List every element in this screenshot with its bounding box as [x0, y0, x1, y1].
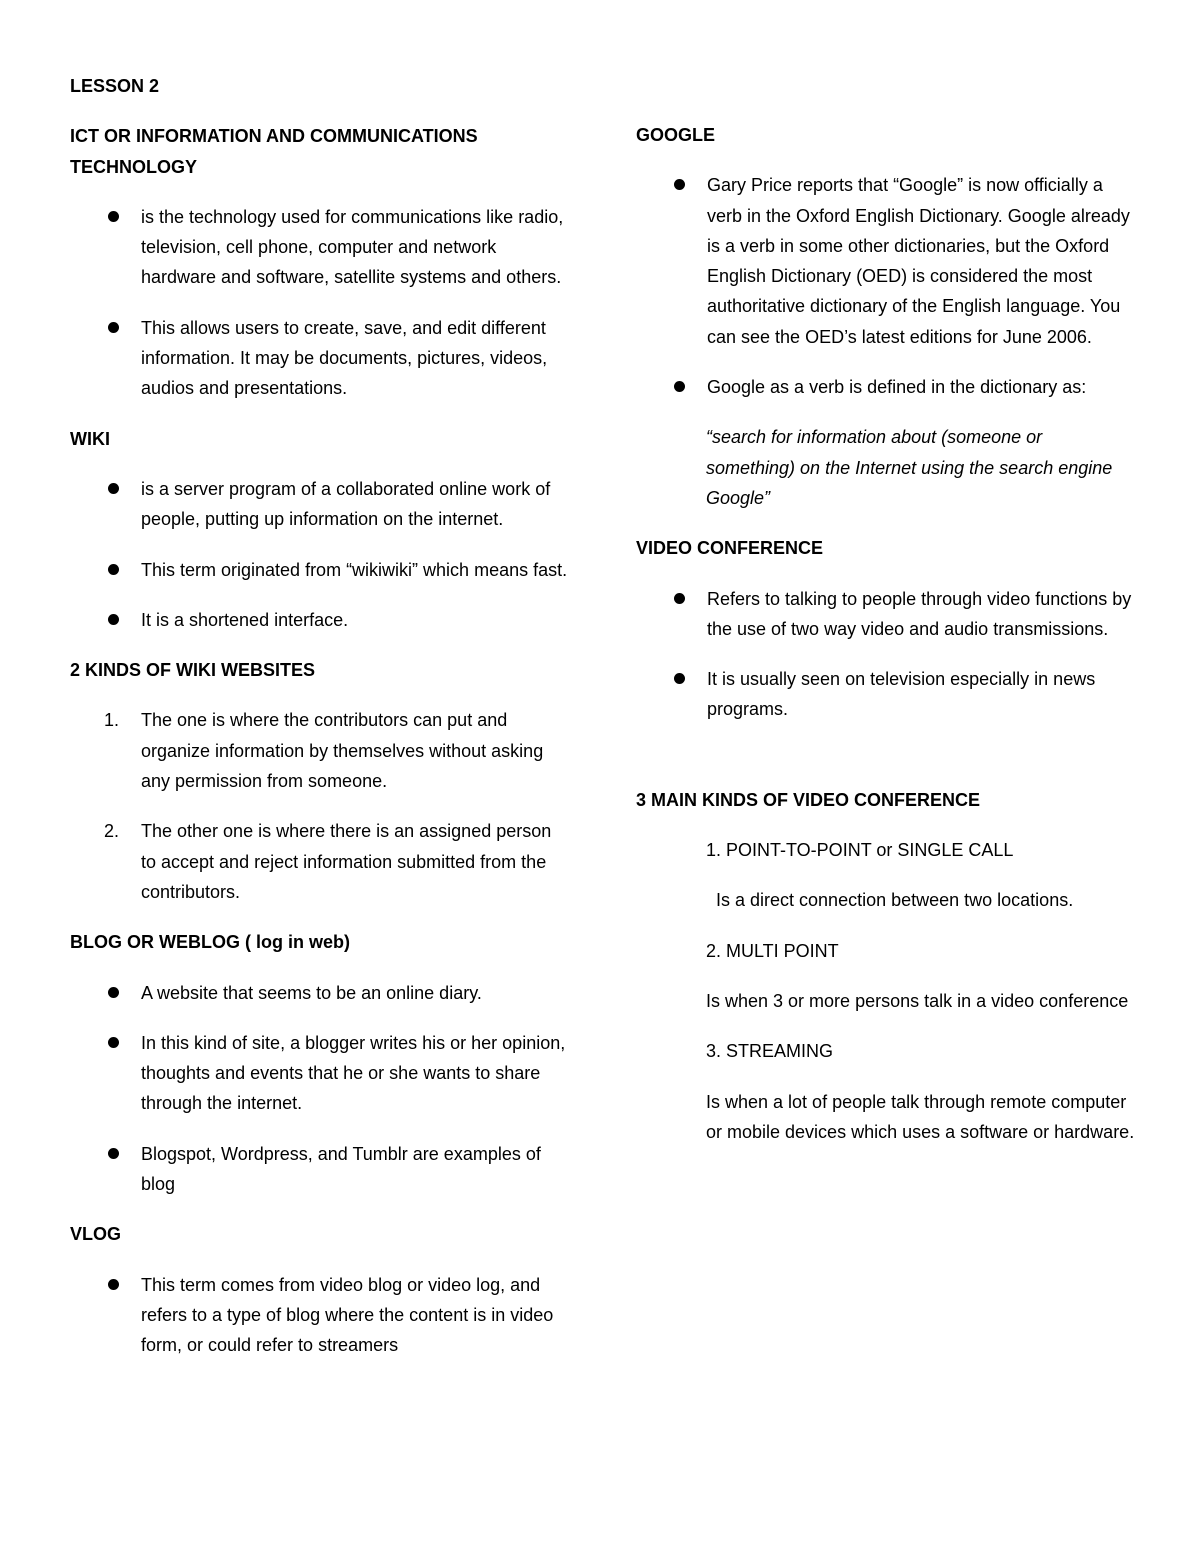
blog-bullet-list: [70, 978, 570, 1200]
wiki-heading: WIKI: [70, 428, 110, 449]
vlog-bullet-list: [70, 1270, 570, 1361]
ict-bullet-list: [70, 202, 570, 404]
list-item: This term originated from “wikiwiki” which means fast.: [70, 555, 570, 585]
wiki-kinds-list: [70, 705, 570, 907]
wiki-kinds-heading: 2 KINDS OF WIKI WEBSITES: [70, 660, 316, 681]
blog-heading: BLOG OR WEBLOG ( log in web): [70, 932, 350, 953]
video-conference-bullet-list: [636, 584, 1136, 725]
vc-kind-2-description: Is when 3 or more persons talk in a video conference: [706, 990, 1129, 1011]
list-item: In this kind of site, a blogger writes his or her opinion, thoughts and events that he or she wants to share through the internet.: [70, 1028, 570, 1119]
list-item-text: The other one is where there is an assigned person to accept and reject information submitted from the contributors.: [141, 821, 552, 902]
list-item: is the technology used for communications like radio, television, cell phone, computer and network hardware and software, satellite systems and others.: [70, 202, 570, 293]
list-item: Blogspot, Wordpress, and Tumblr are examples of blog: [70, 1139, 570, 1200]
lesson-title: LESSON 2: [70, 76, 160, 96]
list-item-text: The one is where the contributors can put and organize information by themselves without asking any permission from someone.: [141, 710, 544, 792]
list-item: Gary Price reports that “Google” is now officially a verb in the Oxford English Dictionary. Google already is a verb in some other dictionaries, but the Oxford English Dictionary (OED) is considered the most authoritative dictionary of the English language. You can see the OED’s latest editions for June 2006.: [636, 170, 1136, 352]
list-item: [70, 705, 570, 796]
list-item: It is usually seen on television especially in news programs.: [636, 664, 1136, 725]
vc-kind-3-description: Is when a lot of people talk through remote computer or mobile devices which uses a software or hardware.: [706, 1091, 1135, 1142]
wiki-bullet-list: [70, 474, 570, 635]
list-item: is a server program of a collaborated online work of people, putting up information on the internet.: [70, 474, 570, 535]
list-item: Google as a verb is defined in the dictionary as:: [636, 372, 1136, 402]
left-column: [70, 71, 570, 1381]
spacer: [636, 745, 1136, 785]
list-number: 1.: [104, 710, 120, 731]
list-item: Refers to talking to people through video functions by the use of two way video and audio transmissions.: [636, 584, 1136, 645]
list-item: A website that seems to be an online diary.: [70, 978, 570, 1008]
vc-kind-1-description: Is a direct connection between two locations.: [716, 890, 1074, 911]
vc-kind-1-title: 1. POINT-TO-POINT or SINGLE CALL: [706, 840, 1014, 861]
list-number: 2.: [104, 821, 120, 842]
vc-kind-3-title: 3. STREAMING: [706, 1041, 834, 1062]
list-item: It is a shortened interface.: [70, 605, 570, 635]
vlog-heading: VLOG: [70, 1224, 122, 1245]
google-definition-quote: “search for information about (someone or something) on the Internet using the search engine Google”: [706, 427, 1113, 508]
list-item: This term comes from video blog or video log, and refers to a type of blog where the content is in video form, or could refer to streamers: [70, 1270, 570, 1361]
google-heading: GOOGLE: [636, 125, 716, 145]
list-item: This allows users to create, save, and edit different information. It may be documents, pictures, videos, audios and presentations.: [70, 313, 570, 404]
google-bullet-list: [636, 170, 1136, 402]
right-column: [636, 120, 1136, 1167]
ict-heading: ICT OR INFORMATION AND COMMUNICATIONS TECHNOLOGY: [70, 126, 478, 177]
video-conference-heading: VIDEO CONFERENCE: [636, 538, 824, 559]
vc-kind-2-title: 2. MULTI POINT: [706, 940, 839, 961]
list-item: [70, 816, 570, 907]
vc-kinds-heading: 3 MAIN KINDS OF VIDEO CONFERENCE: [636, 789, 981, 810]
